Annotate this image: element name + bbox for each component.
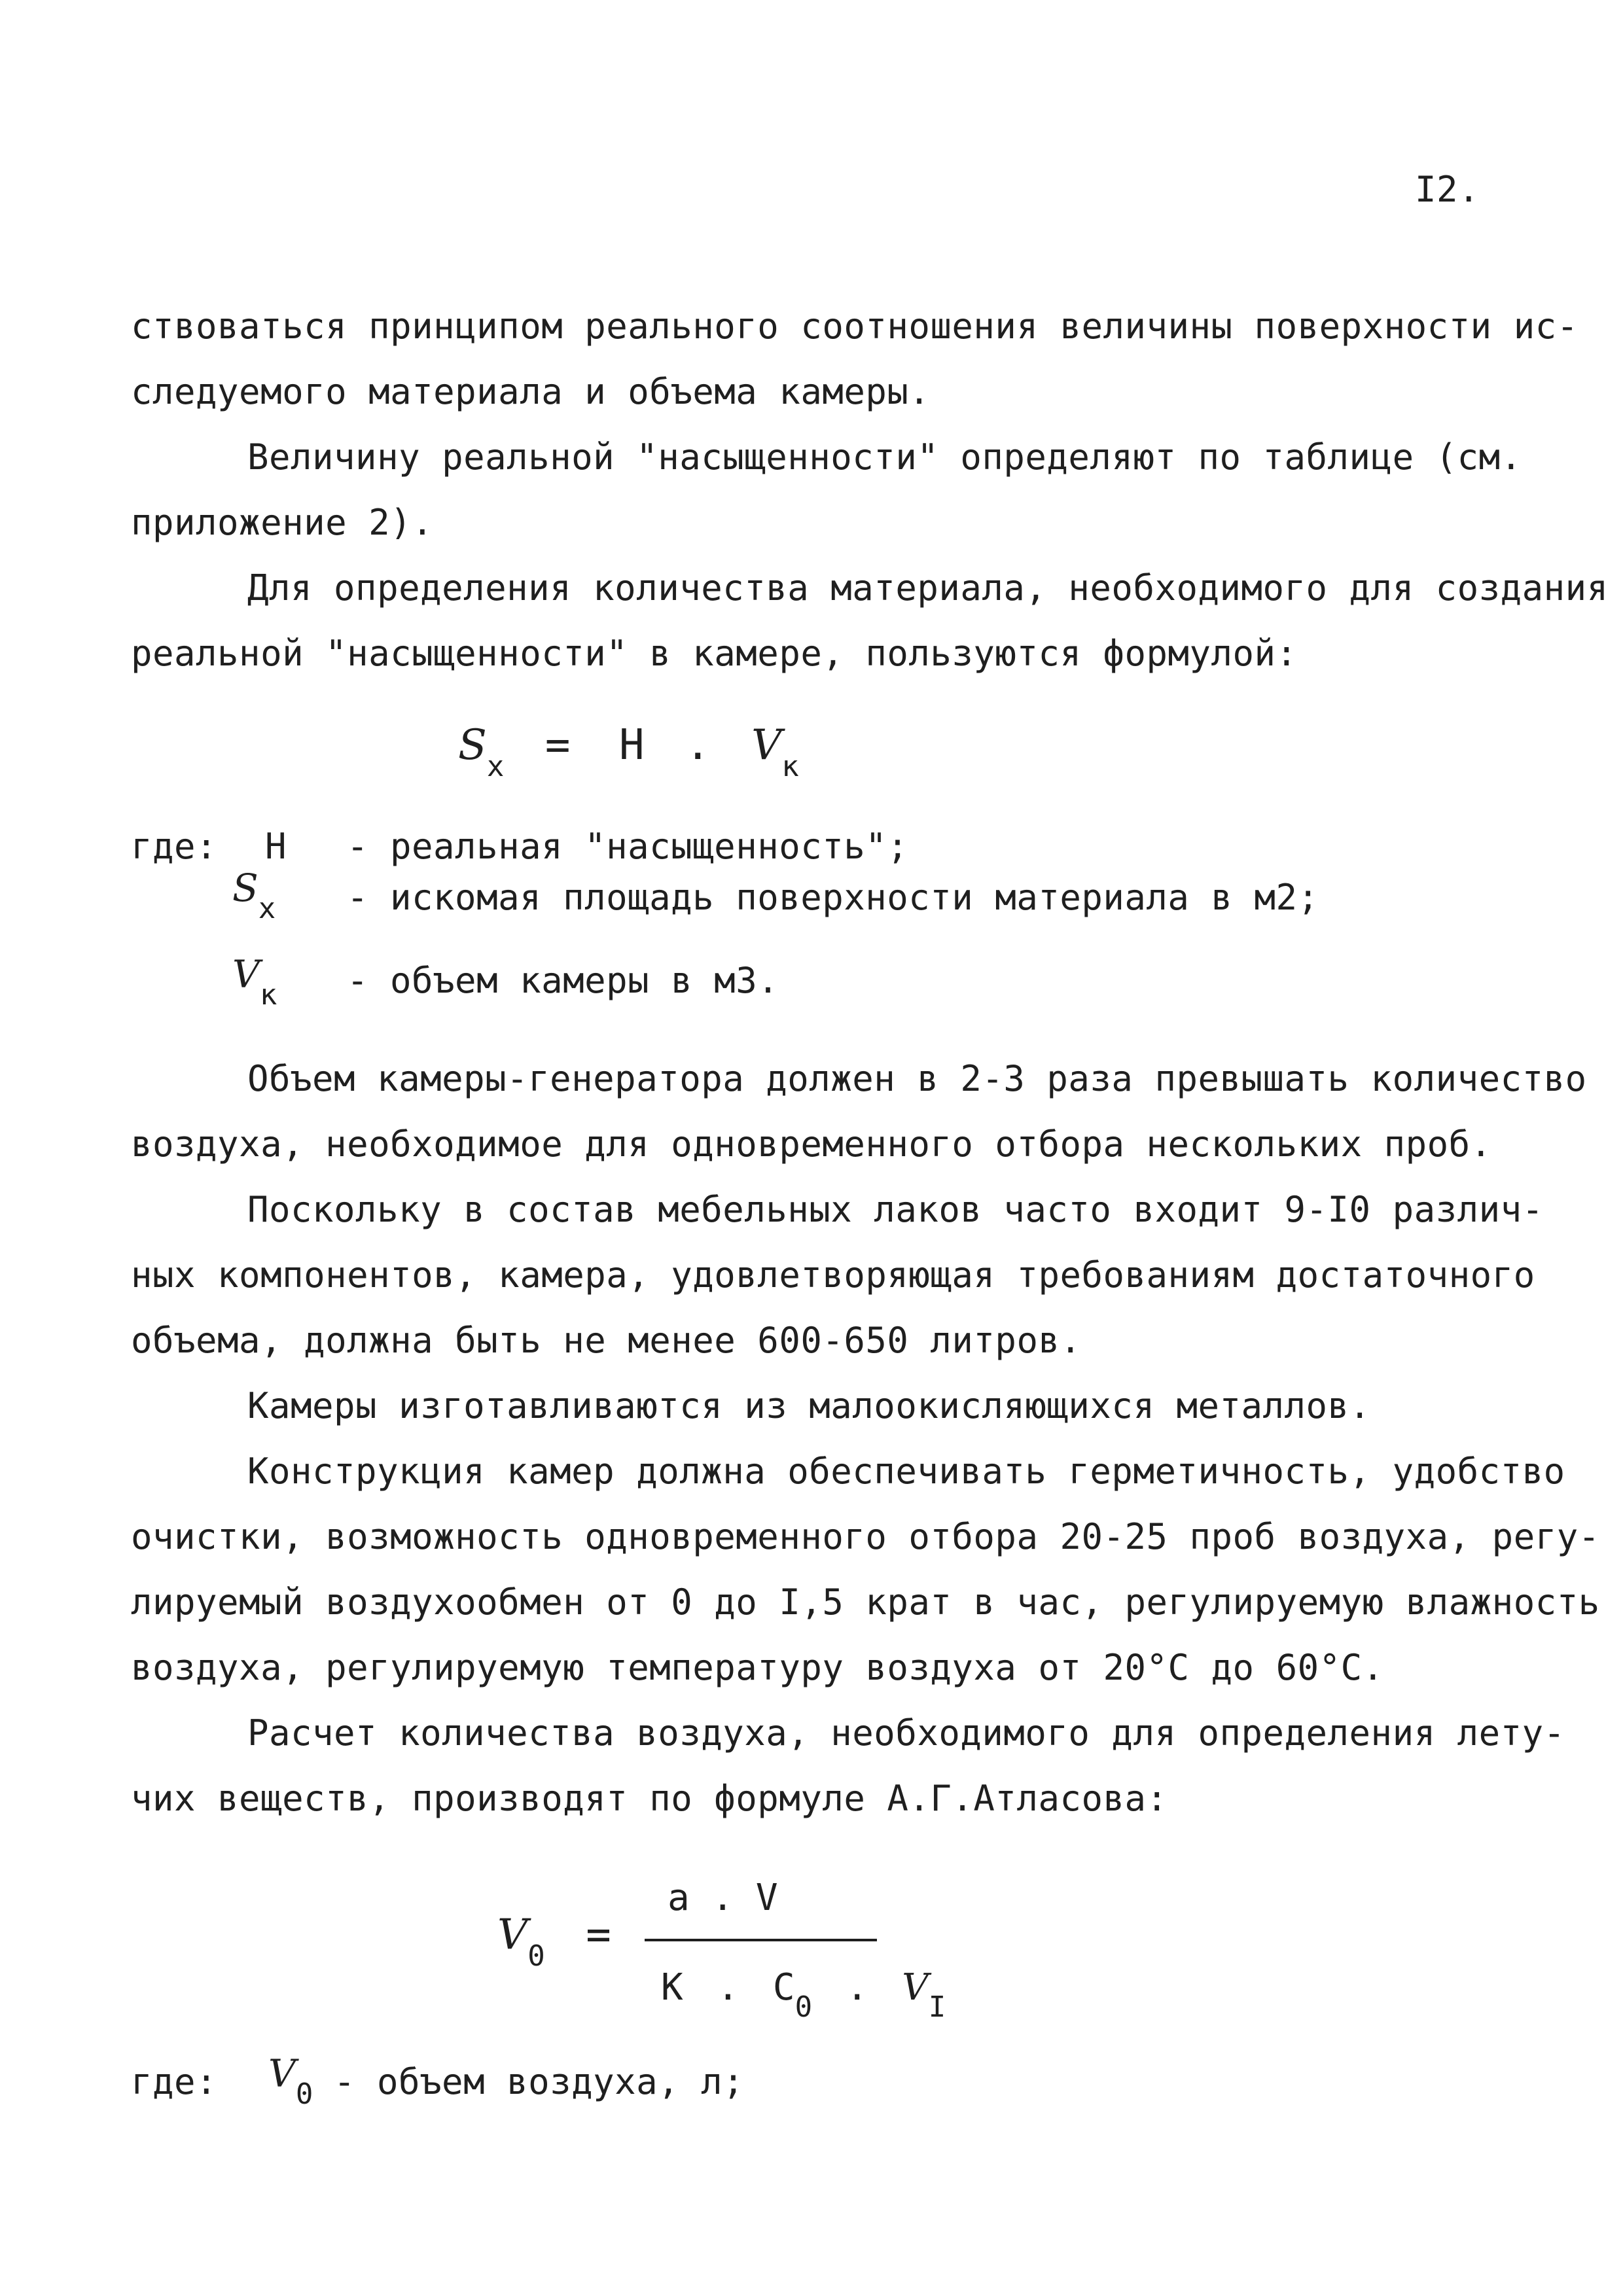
legend-where-label: где: — [131, 2061, 218, 2102]
formula2-symbol-v: V — [497, 1911, 528, 1959]
formula2-equals: = — [586, 1911, 611, 1959]
text-line: объема, должна быть не менее 600-650 литров. — [131, 1320, 1082, 1361]
legend-subscript: x — [258, 892, 276, 925]
text-line: ных компонентов, камера, удовлетворяющая требованиям достаточного — [131, 1254, 1535, 1296]
formula-symbol-s: S — [458, 721, 487, 769]
formula-equals: = — [544, 721, 571, 769]
text-line: чих веществ, производят по формуле А.Г.Атласова: — [131, 1778, 1168, 1819]
formula-dot: . — [685, 721, 711, 769]
text-line: реальной "насыщенности" в камере, пользуются формулой: — [131, 633, 1298, 674]
denominator-v: V — [902, 1966, 929, 2009]
legend-symbol-v — [232, 952, 277, 1012]
text-line: лируемый воздухообмен от 0 до I,5 крат в час, регулируемую влажность — [131, 1581, 1600, 1623]
legend-symbol-s — [232, 866, 276, 925]
legend-glyph: V — [232, 952, 260, 997]
formula2-lhs — [497, 1911, 611, 1973]
legend-subscript: 0 — [295, 2077, 313, 2111]
text-line: Для определения количества материала, необходимого для создания — [247, 567, 1609, 609]
denominator-k: К — [661, 1966, 683, 2009]
text-line: Камеры изготавливаются из малоокисляющихся металлов. — [247, 1385, 1371, 1426]
text-line: воздуха, регулируемую температуру воздуха от 20°С до 60°С. — [131, 1647, 1384, 1688]
fraction-bar — [645, 1939, 877, 1941]
formula-h: H — [618, 721, 645, 769]
text-line: очистки, возможность одновременного отбора 20-25 проб воздуха, регу- — [131, 1516, 1600, 1557]
legend-glyph: S — [232, 866, 259, 910]
text-line: ствоваться принципом реального соотношения величины поверхности ис- — [131, 306, 1578, 347]
fraction-denominator — [661, 1966, 946, 2024]
legend-description: - искомая площадь поверхности материала в м2; — [347, 877, 1319, 918]
formula-subscript: к — [781, 750, 799, 783]
text-line: Конструкция камер должна обеспечивать герметичность, удобство — [247, 1451, 1565, 1492]
legend-symbol-h: Н — [265, 826, 287, 867]
denominator-c: С — [772, 1966, 795, 2009]
legend-glyph: V — [268, 2051, 296, 2096]
text-line: Поскольку в состав мебельных лаков часто входит 9-I0 различ- — [247, 1189, 1544, 1230]
legend-description: - объем камеры в м3. — [347, 960, 779, 1001]
formula2-subscript: 0 — [527, 1939, 545, 1973]
legend-description: - реальная "насыщенность"; — [347, 826, 909, 867]
text-line: приложение 2). — [131, 502, 434, 543]
legend-where-label: где: — [131, 826, 218, 867]
text-line: воздуха, необходимое для одновременного отбора нескольких проб. — [131, 1123, 1492, 1165]
formula-area — [458, 721, 799, 783]
formula-symbol-v: V — [751, 721, 782, 769]
legend-subscript: к — [259, 978, 277, 1012]
text-line: следуемого материала и объема камеры. — [131, 371, 931, 412]
denominator-c-subscript: 0 — [794, 1990, 813, 2024]
text-line: Величину реальной "насыщенности" определяют по таблице (см. — [247, 436, 1522, 478]
legend-description: - объем воздуха, л; — [334, 2061, 745, 2102]
page-number: I2. — [1415, 169, 1480, 210]
text-line: Объем камеры-генератора должен в 2-3 раза превышать количество — [247, 1058, 1587, 1099]
text-line: Расчет количества воздуха, необходимого для определения лету- — [247, 1712, 1565, 1754]
denominator-v-subscript: I — [928, 1990, 946, 2024]
denominator-dot: . — [717, 1966, 740, 2009]
formula-subscript: x — [486, 750, 505, 783]
denominator-dot: . — [846, 1966, 868, 2009]
fraction-numerator: а . V — [668, 1877, 778, 1919]
legend-symbol-v0 — [268, 2051, 313, 2111]
